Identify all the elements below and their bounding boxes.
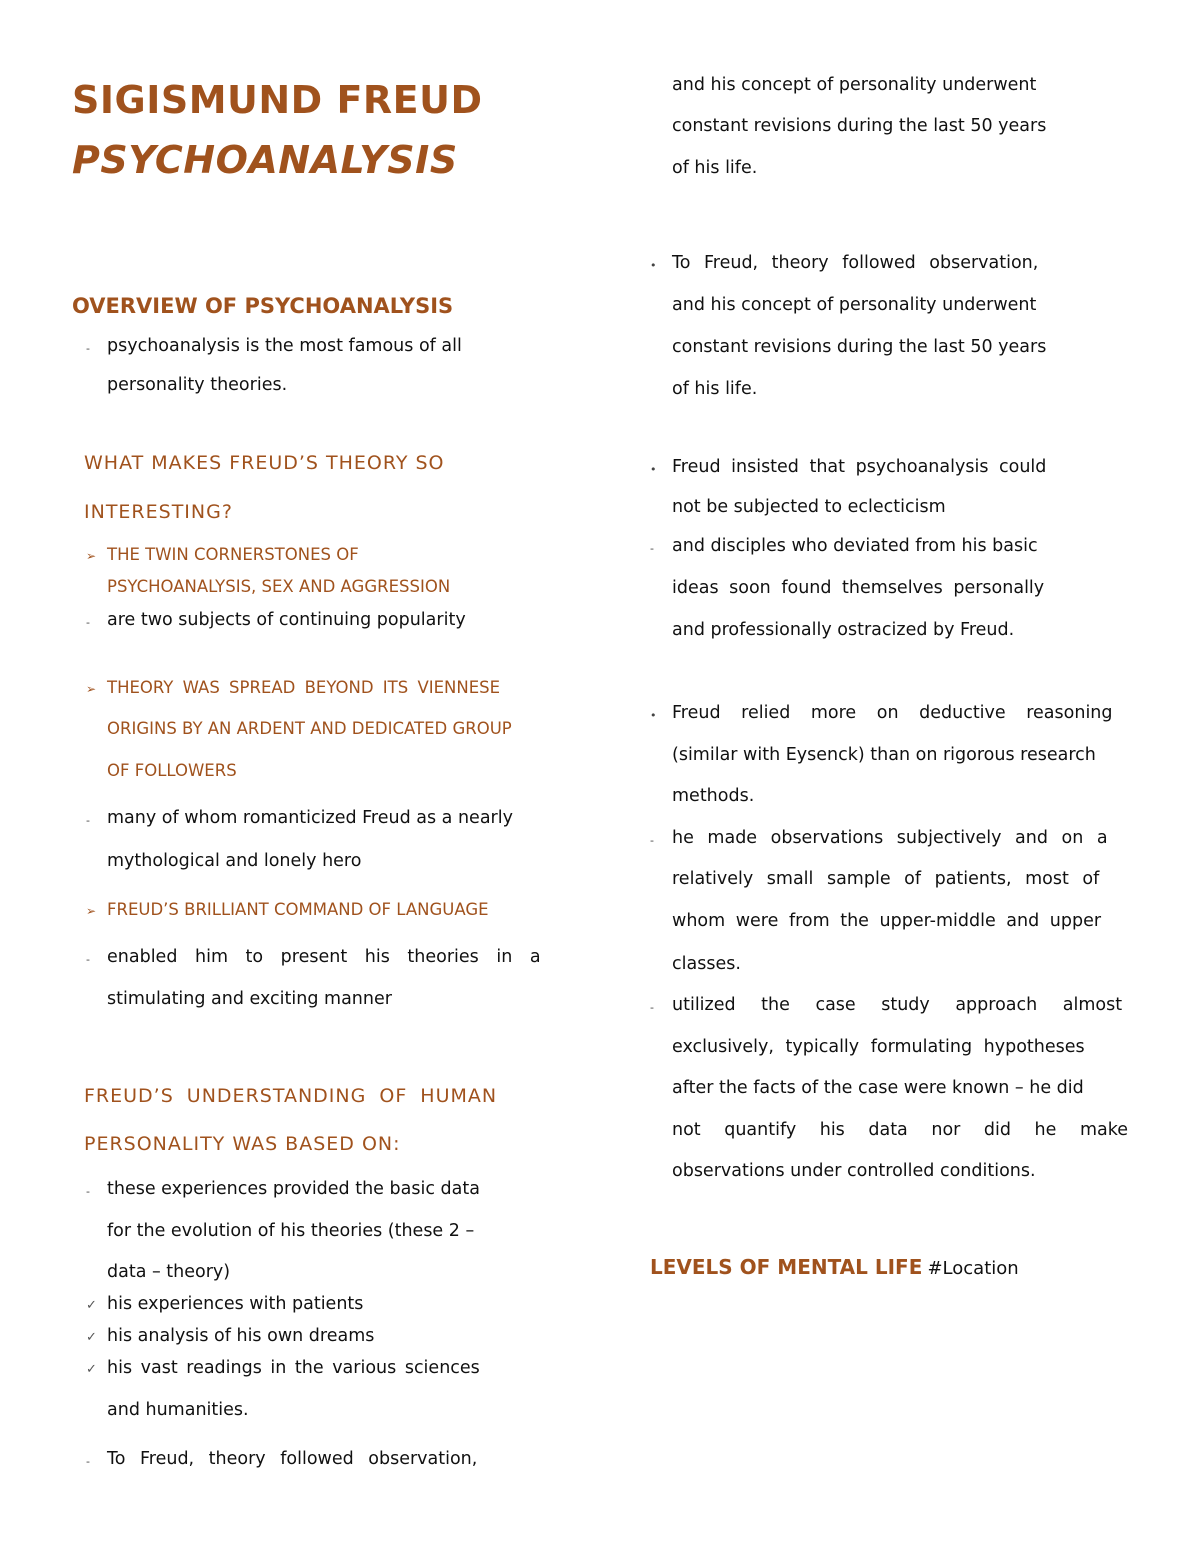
chevron-bullet-icon: ➢	[86, 549, 97, 563]
check-bullet-icon: ✓	[86, 1330, 97, 1345]
insisted-line1: Freud insisted that psychoanalysis could	[672, 457, 1047, 477]
dash-bullet: -	[650, 834, 654, 847]
doc-title-line2: PSYCHOANALYSIS	[72, 138, 458, 182]
check-item-2: his analysis of his own dreams	[107, 1326, 375, 1346]
chevron-bullet-icon: ➢	[86, 904, 97, 918]
relied-line1: Freud relied more on deductive reasoning	[672, 703, 1113, 723]
relied-line2: (similar with Eysenck) than on rigorous research	[672, 745, 1096, 765]
dash-bullet: -	[650, 542, 654, 555]
twin-sub: are two subjects of continuing popularity	[107, 610, 466, 630]
check-item-3-line1: his vast readings in the various sciences	[107, 1358, 480, 1378]
overview-line1: psychoanalysis is the most famous of all	[107, 336, 462, 356]
utilized-line3: after the facts of the case were known – he did	[672, 1078, 1084, 1098]
levels-heading-row	[650, 1255, 1019, 1279]
overview-text-line1	[107, 336, 560, 356]
disciples-line2: ideas soon found themselves personally	[672, 578, 1045, 598]
observ-line3: whom were from the upper-middle and upper	[672, 911, 1102, 931]
dash-bullet: -	[86, 342, 90, 355]
understanding-heading-line2: PERSONALITY WAS BASED ON:	[84, 1133, 401, 1155]
relied-line3: methods.	[672, 786, 755, 806]
cont-line1: and his concept of personality underwent	[672, 75, 1037, 95]
spread-line3: OF FOLLOWERS	[107, 761, 237, 780]
levels-tag: #Location	[927, 1258, 1019, 1279]
command-line: FREUD’S BRILLIANT COMMAND OF LANGUAGE	[107, 900, 489, 919]
levels-heading: LEVELS OF MENTAL LIFE	[650, 1255, 923, 1279]
disciples-line3: and professionally ostracized by Freud.	[672, 620, 1015, 640]
tf-line3: constant revisions during the last 50 years	[672, 337, 1047, 357]
enabled-line1: enabled him to present his theories in a	[107, 947, 541, 967]
dash-bullet: -	[86, 1455, 90, 1468]
utilized-line4: not quantify his data nor did he make	[672, 1120, 1129, 1140]
dash-bullet: -	[650, 1001, 654, 1014]
check-item-3-line2: and humanities.	[107, 1400, 249, 1420]
twin-line1: THE TWIN CORNERSTONES OF	[107, 545, 359, 564]
twin-line2: PSYCHOANALYSIS, SEX AND AGGRESSION	[107, 577, 451, 596]
observ-line2: relatively small sample of patients, most of	[672, 869, 1100, 889]
enabled-line2: stimulating and exciting manner	[107, 989, 392, 1009]
check-bullet-icon: ✓	[86, 1362, 97, 1377]
last-line1: To Freud, theory followed observation,	[107, 1449, 478, 1469]
dot-bullet: •	[650, 259, 657, 272]
tf-line1: To Freud, theory followed observation,	[672, 253, 1039, 273]
exp-line1: these experiences provided the basic data	[107, 1179, 480, 1199]
disciples-line1: and disciples who deviated from his basic	[672, 536, 1038, 556]
tf-line4: of his life.	[672, 379, 758, 399]
insisted-line2: not be subjected to eclecticism	[672, 497, 946, 517]
what-heading-line2: INTERESTING?	[84, 501, 233, 523]
cont-line2: constant revisions during the last 50 years	[672, 116, 1047, 136]
utilized-line2: exclusively, typically formulating hypotheses	[672, 1037, 1085, 1057]
many-line2: mythological and lonely hero	[107, 851, 362, 871]
chevron-bullet-icon: ➢	[86, 682, 97, 696]
overview-text-line2: personality theories.	[107, 375, 288, 395]
understanding-heading-line1: FREUD’S UNDERSTANDING OF HUMAN	[84, 1085, 498, 1107]
dash-bullet: -	[86, 616, 90, 629]
overview-heading: OVERVIEW OF PSYCHOANALYSIS	[72, 294, 454, 318]
observ-line1: he made observations subjectively and on a	[672, 828, 1108, 848]
dot-bullet: •	[650, 709, 657, 722]
utilized-line1: utilized the case study approach almost	[672, 995, 1123, 1015]
what-heading-line1: WHAT MAKES FREUD’S THEORY SO	[84, 452, 445, 474]
many-line1: many of whom romanticized Freud as a nearly	[107, 808, 513, 828]
dash-bullet: -	[86, 953, 90, 966]
check-item-1: his experiences with patients	[107, 1294, 364, 1314]
spread-line1: THEORY WAS SPREAD BEYOND ITS VIENNESE	[107, 678, 501, 697]
tf-line2: and his concept of personality underwent	[672, 295, 1037, 315]
spread-line2: ORIGINS BY AN ARDENT AND DEDICATED GROUP	[107, 719, 512, 738]
dash-bullet: -	[86, 1185, 90, 1198]
cont-line3: of his life.	[672, 158, 758, 178]
check-bullet-icon: ✓	[86, 1298, 97, 1313]
utilized-line5: observations under controlled conditions.	[672, 1161, 1036, 1181]
dash-bullet: -	[86, 814, 90, 827]
exp-line3: data – theory)	[107, 1262, 231, 1282]
observ-line4: classes.	[672, 954, 741, 974]
dot-bullet: •	[650, 463, 657, 476]
doc-title-line1: SIGISMUND FREUD	[72, 78, 483, 122]
exp-line2: for the evolution of his theories (these 2 –	[107, 1221, 475, 1241]
